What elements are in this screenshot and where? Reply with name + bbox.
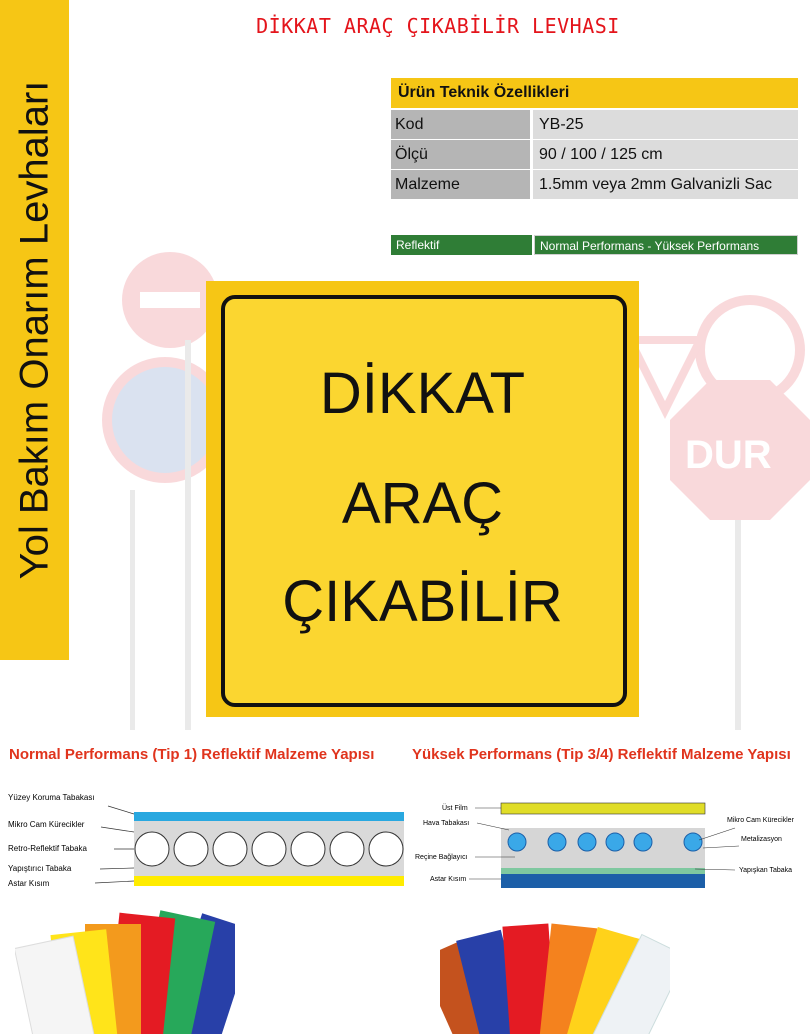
spec-key: Kod: [391, 110, 530, 139]
spec-row-malzeme: [391, 170, 798, 199]
layer-label: Retro-Reflektif Tabaka: [8, 844, 87, 853]
sign-text-line: ARAÇ: [341, 471, 504, 536]
high-reflective-sheets-image: [440, 905, 670, 1034]
spec-row-kod: [391, 110, 798, 139]
spec-table-header: Ürün Teknik Özellikleri: [391, 78, 798, 108]
spec-value: 1.5mm veya 2mm Galvanizli Sac: [533, 170, 798, 199]
spec-value: 90 / 100 / 125 cm: [533, 140, 798, 169]
layer-label: Metalizasyon: [741, 836, 782, 843]
side-banner-text: Yol Bakım Onarım Levhaları: [12, 80, 57, 580]
page-title: DİKKAT ARAÇ ÇIKABİLİR LEVHASI: [256, 14, 620, 38]
layer-label: Reçine Bağlayıcı: [415, 854, 468, 861]
background-dur-text: DUR: [685, 433, 772, 477]
normal-performance-title: Normal Performans (Tip 1) Reflektif Malzeme Yapısı: [9, 746, 375, 763]
spec-row-olcu: [391, 140, 798, 169]
reflektif-value: Normal Performans - Yüksek Performans: [534, 235, 798, 255]
spec-key: Malzeme: [391, 170, 530, 199]
layer-label: Yapıştırıcı Tabaka: [8, 864, 72, 873]
normal-reflective-sheets-image: [15, 910, 235, 1034]
layer-label: Astar Kısım: [8, 879, 50, 888]
sign-text-line: ÇIKABİLİR: [282, 569, 563, 634]
normal-performance-diagram: [0, 780, 405, 895]
high-performance-title: Yüksek Performans (Tip 3/4) Reflektif Malzeme Yapısı: [412, 746, 791, 763]
spec-value: YB-25: [533, 110, 798, 139]
layer-label: Mikro Cam Kürecikler: [727, 817, 794, 824]
layer-label: Hava Tabakası: [423, 820, 470, 827]
spec-key: Ölçü: [391, 140, 530, 169]
reflektif-label: Reflektif: [391, 235, 532, 255]
layer-label: Yapışkan Tabaka: [739, 867, 793, 874]
layer-label: Üst Film: [442, 805, 468, 812]
layer-label: Yüzey Koruma Tabakası: [8, 793, 95, 802]
sign-text-line: DİKKAT: [319, 361, 526, 426]
reflektif-row: [391, 235, 798, 255]
high-performance-diagram: [405, 790, 810, 900]
layer-label: Astar Kısım: [430, 876, 467, 883]
layer-label: Mikro Cam Kürecikler: [8, 820, 85, 829]
